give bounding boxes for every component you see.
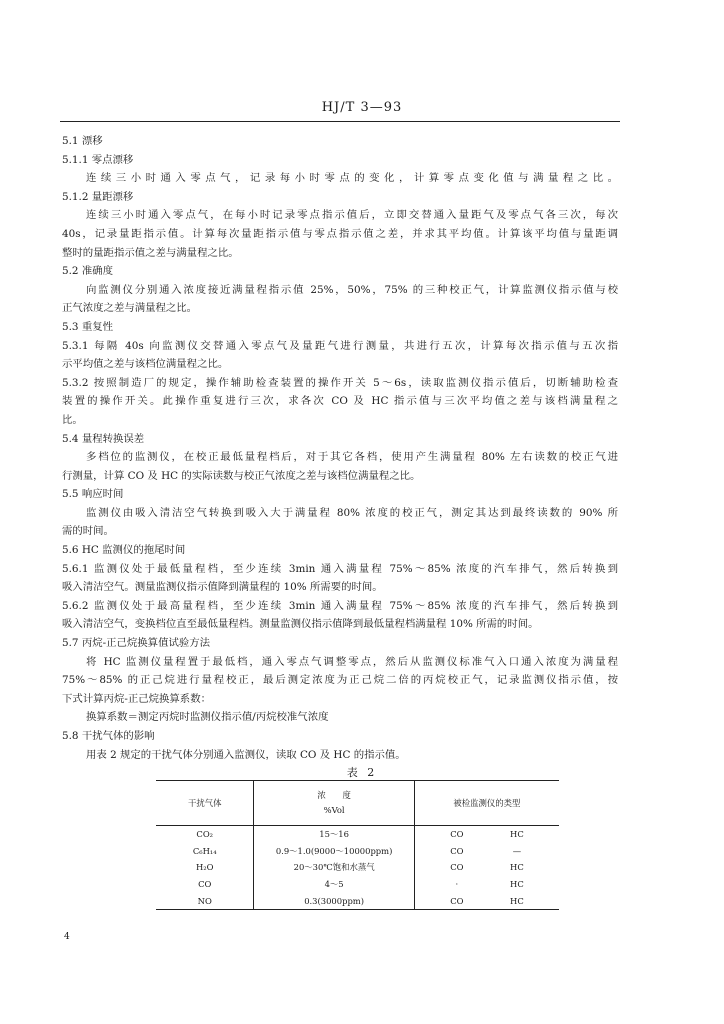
type-hc: — xyxy=(512,845,522,856)
numbered-clause: 5.6.2 监测仪处于最高量程档，至少连续 3min 通入满量程 75%～85% 浓度的汽车排气，然后转换到 xyxy=(62,599,618,612)
gas-cell: CO₂ xyxy=(156,826,254,843)
table-2-title-wrap xyxy=(0,764,724,780)
paragraph-line: 整时的量距指示值之差与满量程之比。 xyxy=(62,246,239,259)
table-2-body xyxy=(156,826,559,910)
type-co: CO xyxy=(450,862,464,873)
gas-cell: H₂O xyxy=(156,859,254,876)
concentration-cell: 15～16 xyxy=(254,826,414,843)
type-co: · xyxy=(455,879,459,890)
paragraph-line: 向监测仪分别通入浓度接近满量程指示值 25%，50%，75% 的三种校正气，计算监测仪指示值与校 xyxy=(86,283,618,296)
document-body xyxy=(62,132,618,764)
section-heading: 5.1.2 量距漂移 xyxy=(62,190,134,203)
standard-code: HJ/T 3—93 xyxy=(321,100,403,115)
section-heading: 5.3 重复性 xyxy=(62,320,113,333)
paragraph-line: 40s，记录量距指示值。计算每次量距指示值与零点指示值之差，并求其平均值。计算该平均值与量距调 xyxy=(62,227,618,240)
paragraph-line: 监测仪由吸入清洁空气转换到吸入大于满量程 80% 浓度的校正气，测定其达到最终读数的 90% 所 xyxy=(86,506,618,519)
section-heading: 5.6 HC 监测仪的拖尾时间 xyxy=(62,544,186,557)
concentration-unit: %Vol xyxy=(323,805,345,815)
section-heading: 5.1.1 零点漂移 xyxy=(62,153,134,166)
type-co: CO xyxy=(450,829,464,840)
table-header-concentration xyxy=(254,781,414,826)
paragraph-line: 装置的操作开关。此操作重复进行三次，求各次 CO 及 HC 指示值与三次平均值之差与该档满量程之 xyxy=(62,395,618,408)
type-cell xyxy=(414,876,559,893)
type-co: CO xyxy=(450,895,464,906)
paragraph-line: 吸入清洁空气，变换档位直至最低量程档。测量监测仪指示值降到最低量程档满量程 10% 所需的时间。 xyxy=(62,618,539,631)
section-heading: 5.5 响应时间 xyxy=(62,488,124,501)
paragraph-line: 下式计算丙烷-正己烷换算系数： xyxy=(62,692,211,705)
paragraph-line: 正气浓度之差与满量程之比。 xyxy=(62,302,198,315)
table-header-gas: 干扰气体 xyxy=(156,781,254,826)
paragraph-line: 75%～85% 的正己烷进行量程校正，最后测定浓度为正己烷二倍的丙烷校正气，记录监测仪指示值，按 xyxy=(62,674,618,687)
header-rule xyxy=(60,121,620,122)
concentration-label: 浓 度 xyxy=(317,790,351,800)
gas-cell: C₆H₁₄ xyxy=(156,843,254,860)
paragraph-line: 行测量，计算 CO 及 HC 的实际读数与校正气浓度之差与该档位满量程之比。 xyxy=(62,469,421,482)
numbered-clause: 5.3.1 每隔 40s 向监测仪交替通入零点气及量距气进行测量，共进行五次，计算每次指示值与五次指 xyxy=(62,339,618,352)
table-row xyxy=(156,859,559,876)
paragraph-line: 换算系数＝测定丙烷时监测仪指示值/丙烷校准气浓度 xyxy=(86,711,329,724)
table-2 xyxy=(156,780,559,910)
concentration-cell: 0.3(3000ppm) xyxy=(254,892,414,909)
paragraph-line: 用表 2 规定的干扰气体分别通入监测仪，读取 CO 及 HC 的指示值。 xyxy=(86,748,406,761)
table-2-title: 表 2 xyxy=(346,766,378,779)
paragraph-line: 多档位的监测仪，在校正最低量程档后，对于其它各档，使用产生满量程 80% 左右读数的校正气进 xyxy=(86,451,618,464)
gas-cell: CO xyxy=(156,876,254,893)
type-cell xyxy=(414,826,559,843)
concentration-cell: 0.9～1.0(9000～10000ppm) xyxy=(254,843,414,860)
paragraph-line: 需的时间。 xyxy=(62,525,114,538)
paragraph-line: 连续三小时通入零点气，记录每小时零点的变化，计算零点变化值与满量程之比。 xyxy=(86,172,618,185)
section-heading: 5.8 干扰气体的影响 xyxy=(62,730,155,742)
type-cell xyxy=(414,843,559,860)
type-hc: HC xyxy=(510,862,524,873)
section-heading: 5.7 丙烷-正己烷换算值试验方法 xyxy=(62,637,211,650)
gas-cell: NO xyxy=(156,892,254,909)
paragraph-line: 连续三小时通入零点气，在每小时记录零点指示值后，立即交替通入量距气及零点气各三次，每次 xyxy=(86,209,618,222)
concentration-cell: 20～30℃饱和水蒸气 xyxy=(254,859,414,876)
type-cell xyxy=(414,892,559,909)
paragraph-line: 比。 xyxy=(62,413,83,426)
table-row xyxy=(156,876,559,893)
section-heading: 5.4 量程转换误差 xyxy=(62,432,145,445)
table-row xyxy=(156,843,559,860)
type-hc: HC xyxy=(510,895,524,906)
paragraph-line: 示平均值之差与该档位满量程之比。 xyxy=(62,358,229,371)
type-co: CO xyxy=(450,845,464,856)
table-row xyxy=(156,826,559,843)
paragraph-line: 吸入清洁空气。测量监测仪指示值降到满量程的 10% 所需要的时间。 xyxy=(62,581,383,594)
page-number: 4 xyxy=(64,932,70,942)
paragraph-line: 将 HC 监测仪量程置于最低档，通入零点气调整零点，然后从监测仪标准气入口通入浓度为满量程 xyxy=(86,655,618,668)
type-hc: HC xyxy=(510,879,524,890)
type-cell xyxy=(414,859,559,876)
numbered-clause: 5.6.1 监测仪处于最低量程档，至少连续 3min 通入满量程 75%～85% 浓度的汽车排气，然后转换到 xyxy=(62,562,618,575)
concentration-cell: 4～5 xyxy=(254,876,414,893)
section-heading: 5.2 准确度 xyxy=(62,265,113,278)
table-header-type: 被检监测仪的类型 xyxy=(414,781,559,826)
type-hc: HC xyxy=(510,829,524,840)
table-row xyxy=(156,892,559,909)
numbered-clause: 5.3.2 按照制造厂的规定，操作辅助检查装置的操作开关 5～6s，读取监测仪指示值后，切断辅助检查 xyxy=(62,376,618,389)
section-heading: 5.1 漂移 xyxy=(62,135,103,147)
